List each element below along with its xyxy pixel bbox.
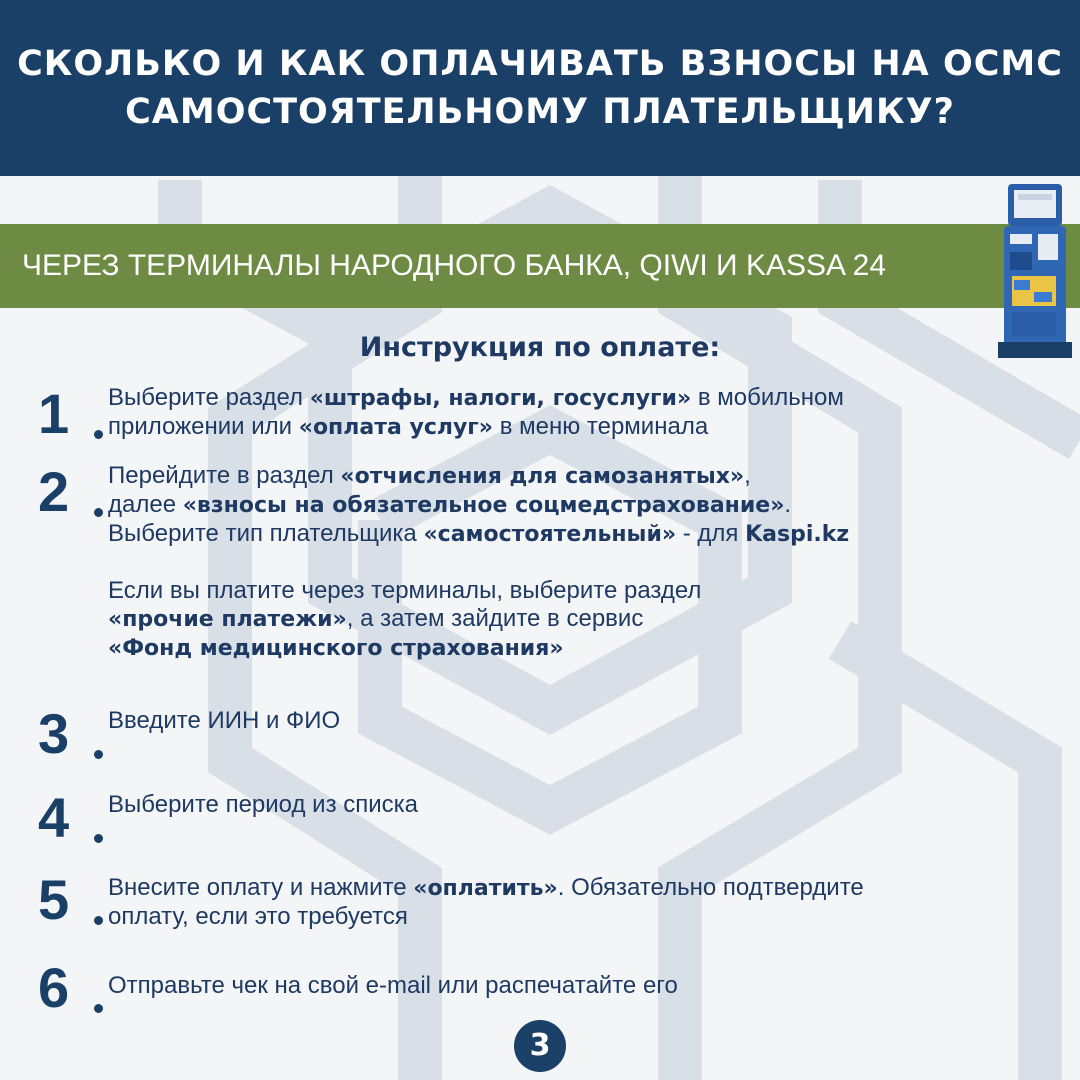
page-title-line-1: СКОЛЬКО И КАК ОПЛАЧИВАТЬ ВЗНОСЫ НА ОСМС bbox=[17, 44, 1063, 84]
step-text: Перейдите в раздел «отчисления для самозанятых», далее «взносы на обязательное соцмедстрахование». Выберите тип плательщика «самостоятельный» - для Kaspi.kz Если вы платите через терминалы, выберите раздел «прочие платежи», а затем зайдите в сервис «Фонд медицинского страхования» bbox=[108, 462, 850, 661]
step-text: Выберите раздел «штрафы, налоги, госуслуги» в мобильном приложении или «оплата услуг» в меню терминала bbox=[108, 384, 844, 440]
step-dot bbox=[94, 1004, 103, 1013]
payment-channel-banner bbox=[0, 224, 1080, 308]
step-number: 4 bbox=[38, 786, 70, 849]
header bbox=[0, 0, 1080, 176]
step-number: 2 bbox=[38, 460, 70, 523]
step-text: Внесите оплату и нажмите «оплатить». Обязательно подтвердите оплату, если это требуется bbox=[108, 874, 864, 930]
page-number-badge: 3 bbox=[514, 1020, 566, 1072]
step-text: Введите ИИН и ФИО bbox=[108, 707, 341, 734]
payment-terminal-icon bbox=[994, 182, 1076, 362]
step-dot bbox=[94, 508, 103, 517]
step-number: 3 bbox=[38, 702, 70, 765]
page-title-line-2: САМОСТОЯТЕЛЬНОМУ ПЛАТЕЛЬЩИКУ? bbox=[125, 92, 955, 132]
step-number: 1 bbox=[38, 382, 70, 445]
step-dot bbox=[94, 916, 103, 925]
instruction-title: Инструкция по оплате: bbox=[359, 332, 721, 363]
step-dot bbox=[94, 750, 103, 759]
step-number: 5 bbox=[38, 868, 70, 931]
step-dot bbox=[94, 430, 103, 439]
step-number: 6 bbox=[38, 956, 70, 1019]
step-text: Выберите период из списка bbox=[108, 791, 419, 818]
step-text: Отправьте чек на свой e-mail или распечатайте его bbox=[108, 972, 678, 999]
banner-text: ЧЕРЕЗ ТЕРМИНАЛЫ НАРОДНОГО БАНКА, QIWI И KASSA 24 bbox=[22, 249, 887, 282]
step-dot bbox=[94, 834, 103, 843]
